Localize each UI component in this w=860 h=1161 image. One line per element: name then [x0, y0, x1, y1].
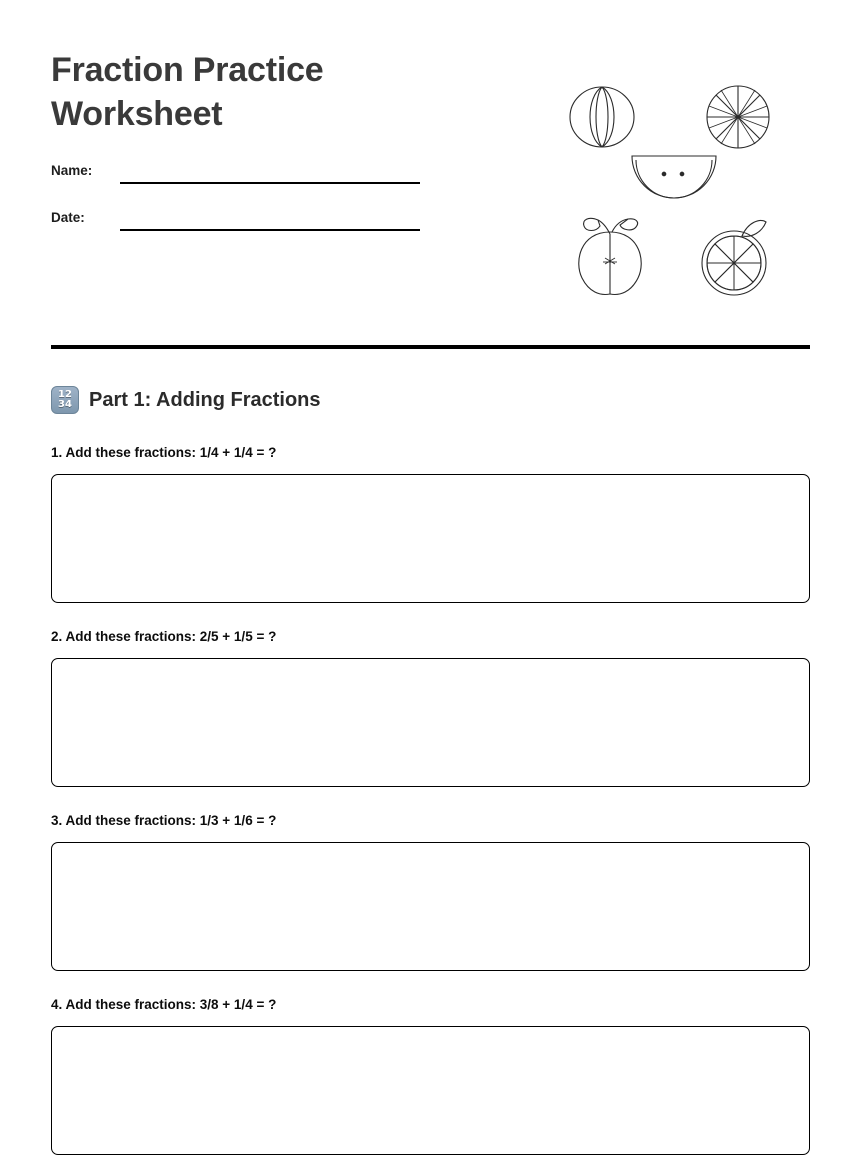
question-block-4 [51, 996, 810, 1155]
name-input-line[interactable] [120, 182, 420, 184]
citrus-cross-section-icon [707, 86, 769, 148]
date-input-line[interactable] [120, 229, 420, 231]
answer-box-2[interactable] [51, 658, 810, 787]
question-block-1 [51, 444, 810, 603]
melon-icon [570, 87, 634, 147]
answer-box-3[interactable] [51, 842, 810, 971]
question-text-2: 2. Add these fractions: 2/5 + 1/5 = ? [51, 629, 277, 644]
answer-box-4[interactable] [51, 1026, 810, 1155]
student-fields [51, 162, 521, 237]
input-numbers-icon [51, 386, 79, 414]
watermelon-slice-icon [632, 156, 716, 198]
section-title: Part 1: Adding Fractions [89, 388, 321, 411]
question-text-1: 1. Add these fractions: 1/4 + 1/4 = ? [51, 445, 277, 460]
question-text-3: 3. Add these fractions: 1/3 + 1/6 = ? [51, 813, 277, 828]
date-field-label: Date: [51, 210, 85, 226]
input-numbers-icon-top: 12 [58, 389, 72, 400]
page-title [51, 48, 411, 136]
page-title-line-1: Fraction Practice [51, 51, 324, 89]
question-block-3 [51, 812, 810, 971]
page-title-line-2: Worksheet [51, 95, 223, 134]
question-block-2 [51, 628, 810, 787]
name-field-label: Name: [51, 163, 93, 179]
section-divider [51, 345, 810, 349]
date-field-row [51, 209, 521, 237]
input-numbers-icon-bottom: 34 [58, 399, 72, 410]
fruit-illustration-group [556, 76, 796, 302]
name-field-row [51, 162, 521, 190]
answer-box-1[interactable] [51, 474, 810, 603]
question-text-4: 4. Add these fractions: 3/8 + 1/4 = ? [51, 997, 277, 1012]
question-list [51, 444, 810, 1161]
worksheet-header [51, 48, 521, 256]
orange-slice-icon [701, 221, 766, 296]
section-heading [51, 386, 321, 414]
apple-icon [579, 218, 641, 294]
